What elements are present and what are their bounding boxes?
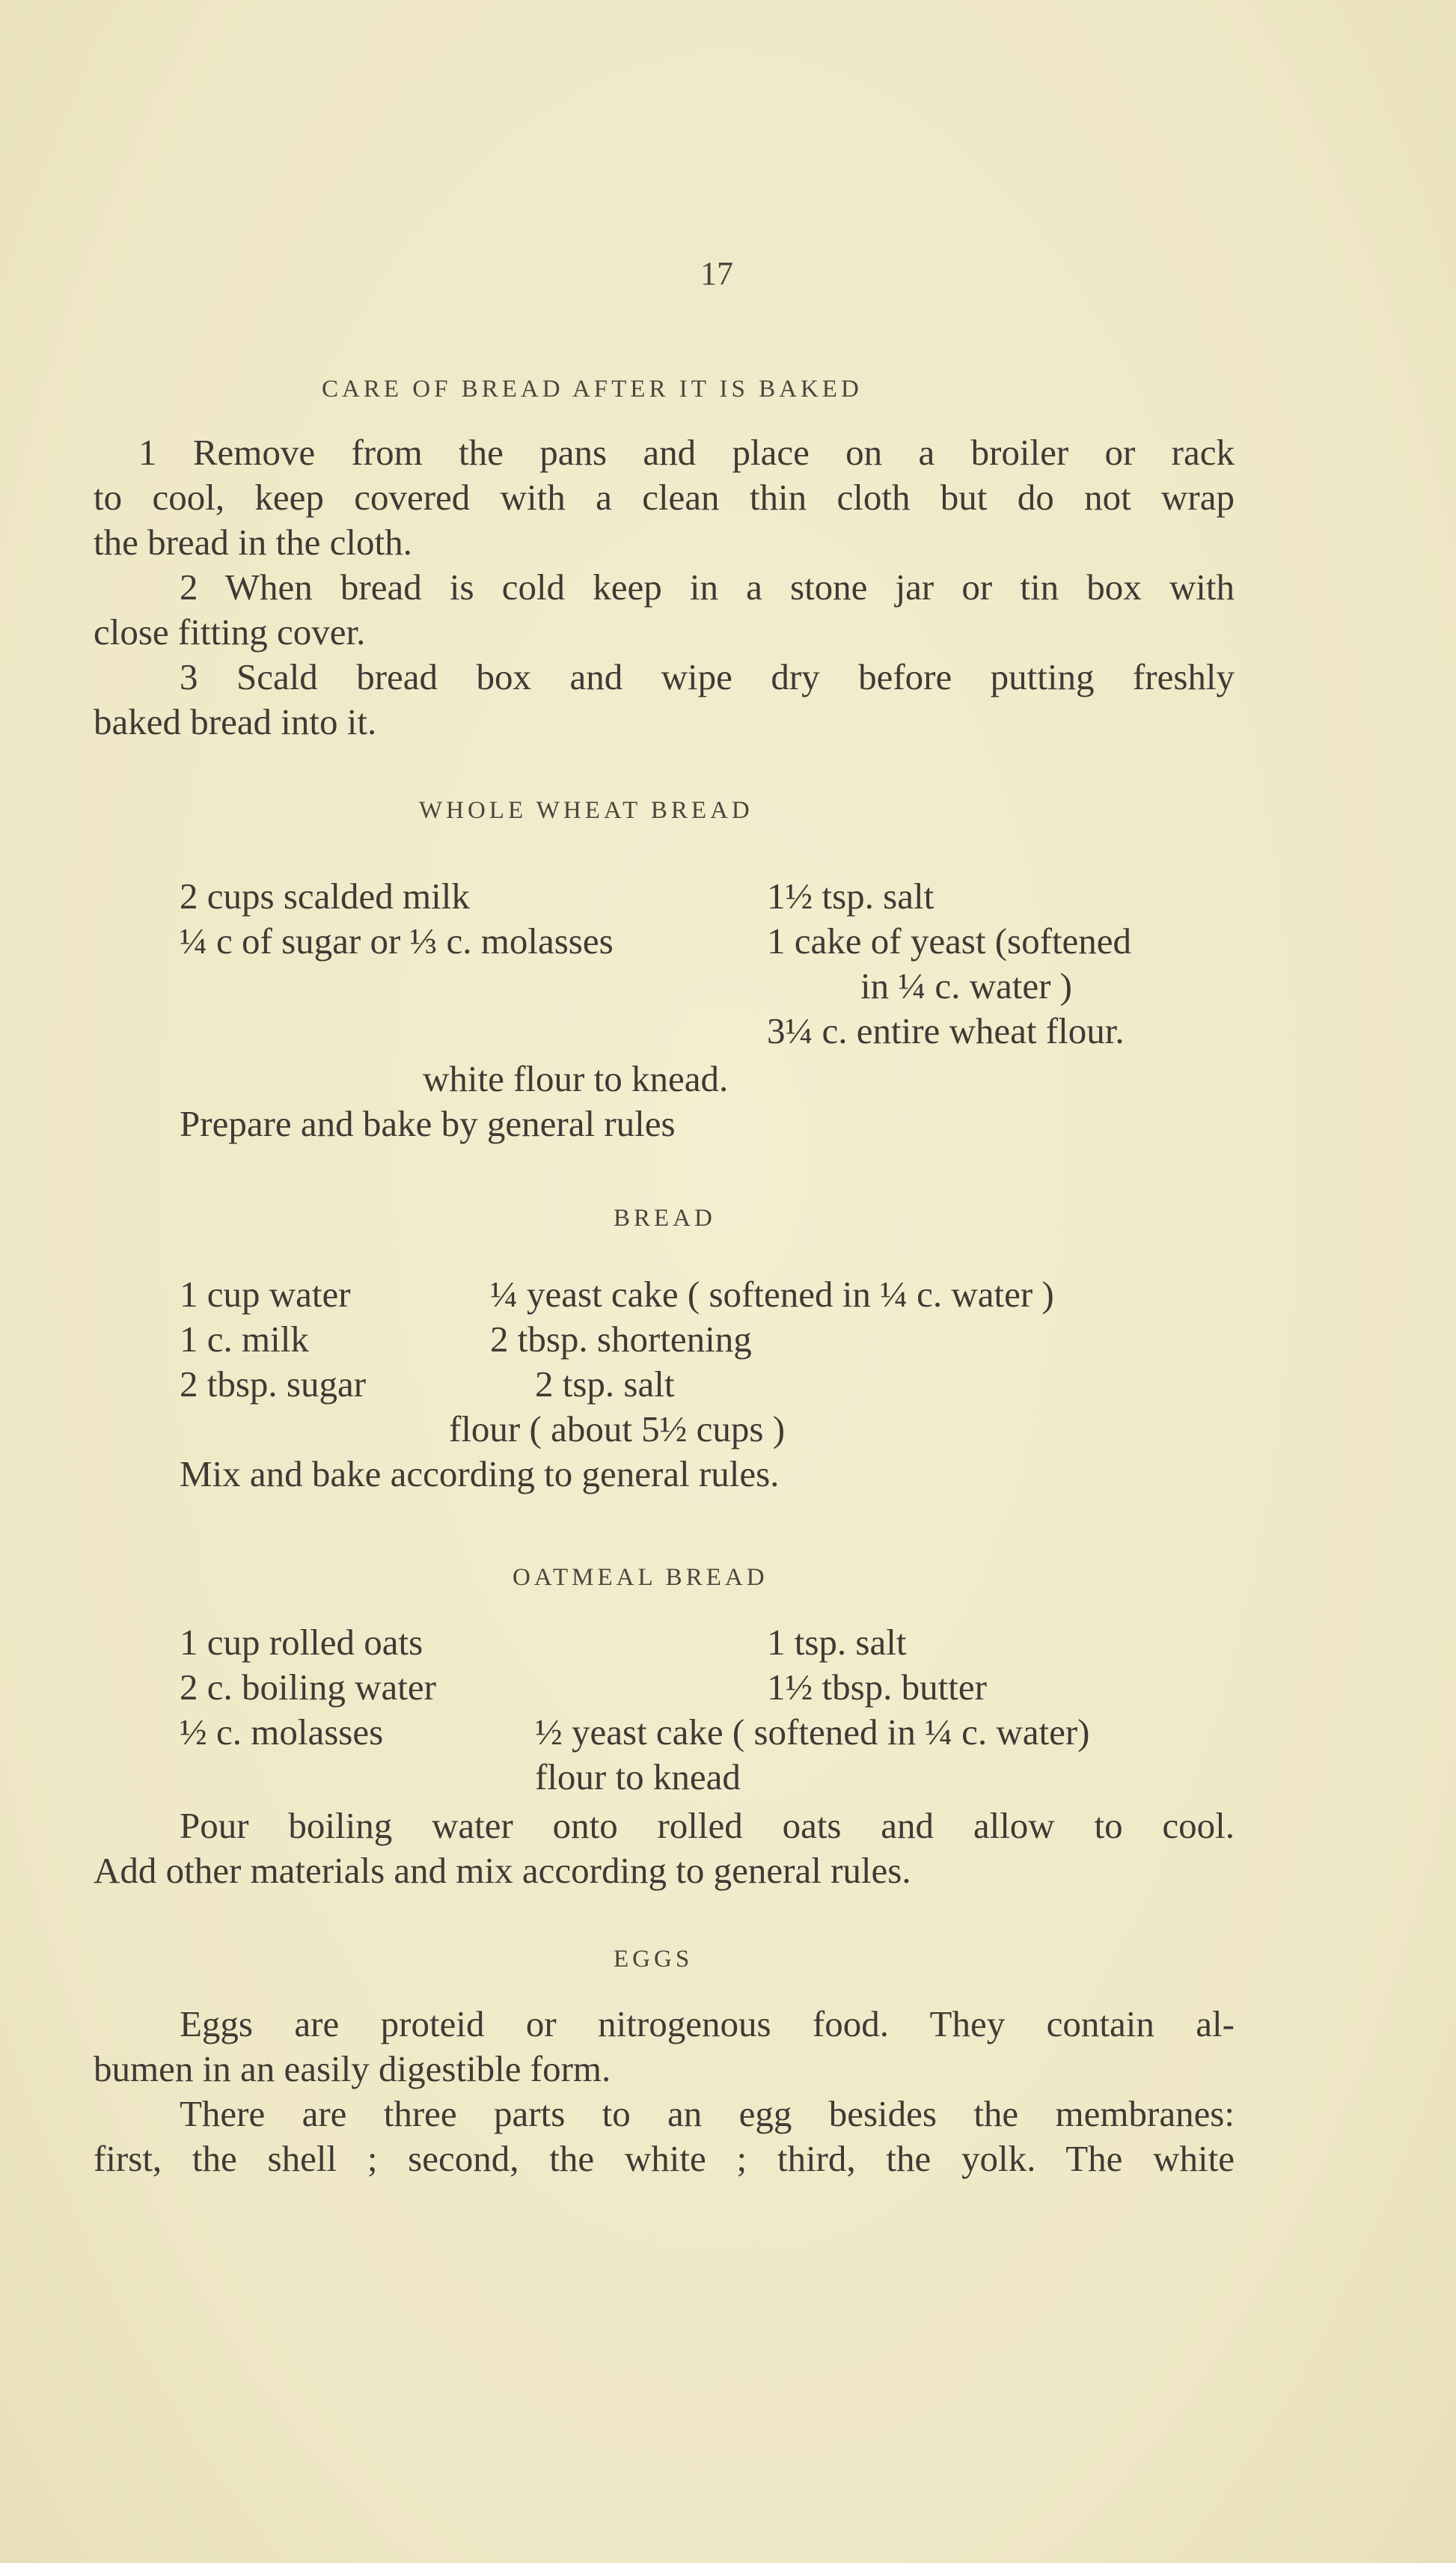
section-heading: CARE OF BREAD AFTER IT IS BAKED xyxy=(322,376,863,403)
ingredient-item: 2 tsp. salt xyxy=(535,1363,675,1405)
section-heading: OATMEAL BREAD xyxy=(513,1564,768,1591)
ingredient-item: 2 tbsp. shortening xyxy=(490,1319,752,1360)
ingredient-item: ½ yeast cake ( softened in ¼ c. water) xyxy=(535,1711,1090,1753)
paragraph-line: 3 Scald bread box and wipe dry before putting freshly xyxy=(180,656,1235,697)
ingredient-item: 3¼ c. entire wheat flour. xyxy=(767,1010,1125,1051)
instructions: Pour boiling water onto rolled oats and allow to cool. xyxy=(180,1805,1235,1846)
paragraph-line: bumen in an easily digestible form. xyxy=(94,2048,611,2089)
instructions: Add other materials and mix according to general rules. xyxy=(94,1850,911,1891)
section-heading: WHOLE WHEAT BREAD xyxy=(419,797,753,824)
ingredient-item: 1½ tbsp. butter xyxy=(767,1667,987,1708)
paragraph-line: Eggs are proteid or nitrogenous food. They contain al- xyxy=(180,2003,1235,2044)
paragraph-line: 1 Remove from the pans and place on a broiler or rack xyxy=(138,432,1235,473)
paragraph-line: 2 When bread is cold keep in a stone jar or tin box with xyxy=(180,566,1235,608)
paragraph-line: close fitting cover. xyxy=(94,611,366,653)
ingredient-item: white flour to knead. xyxy=(423,1058,729,1099)
instructions: Mix and bake according to general rules. xyxy=(180,1453,780,1494)
ingredient-item: ¼ yeast cake ( softened in ¼ c. water ) xyxy=(490,1274,1054,1315)
ingredient-item: in ¼ c. water ) xyxy=(860,965,1072,1006)
paragraph-line: There are three parts to an egg besides the membranes: xyxy=(180,2093,1235,2134)
ingredient-item: 1 tsp. salt xyxy=(767,1622,907,1663)
ingredient-item: 1 c. milk xyxy=(180,1319,309,1360)
ingredient-item: flour ( about 5½ cups ) xyxy=(449,1408,786,1449)
ingredient-item: 2 cups scalded milk xyxy=(180,876,470,917)
ingredient-item: flour to knead xyxy=(535,1756,741,1797)
ingredient-item: ¼ c of sugar or ⅓ c. molasses xyxy=(180,920,614,962)
ingredient-item: 1 cup rolled oats xyxy=(180,1622,423,1663)
paragraph-line: the bread in the cloth. xyxy=(94,522,412,563)
ingredient-item: 1½ tsp. salt xyxy=(767,876,935,917)
paragraph-line: baked bread into it. xyxy=(94,701,377,742)
section-heading: EGGS xyxy=(614,1946,694,1973)
instructions: Prepare and bake by general rules xyxy=(180,1103,676,1144)
ingredient-item: 2 tbsp. sugar xyxy=(180,1363,367,1405)
paragraph-line: to cool, keep covered with a clean thin cloth but do not wrap xyxy=(94,477,1235,518)
page-number: 17 xyxy=(700,255,733,292)
paragraph-line: first, the shell ; second, the white ; third, the yolk. The white xyxy=(94,2138,1235,2179)
ingredient-item: 1 cake of yeast (softened xyxy=(767,920,1132,962)
ingredient-item: ½ c. molasses xyxy=(180,1711,384,1753)
ingredient-item: 1 cup water xyxy=(180,1274,351,1315)
ingredient-item: 2 c. boiling water xyxy=(180,1667,436,1708)
section-heading: BREAD xyxy=(614,1205,716,1232)
